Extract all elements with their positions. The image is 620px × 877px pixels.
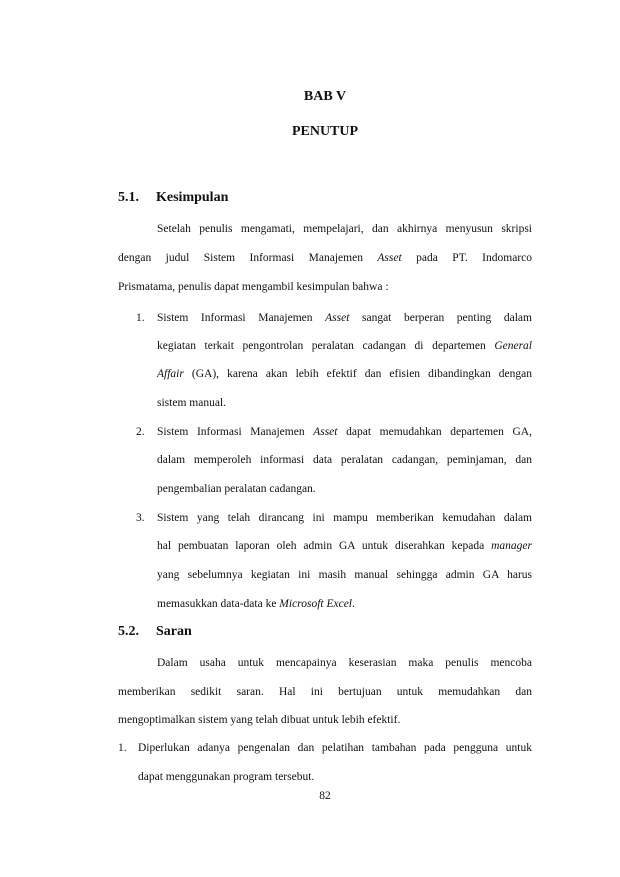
paragraph-line [118, 251, 532, 265]
list-item-line: sistem manual. [157, 397, 226, 409]
section-title: Saran [156, 624, 192, 639]
chapter-label: BAB V [303, 89, 347, 104]
section-number: 5.2. [118, 624, 139, 639]
page-number: 82 [319, 790, 331, 802]
list-item-line: Sistem Informasi Manajemen Asset sangat berperan penting dalam [157, 312, 532, 324]
list-number: 3. [136, 512, 145, 524]
list-item-line: pengembalian peralatan cadangan. [157, 483, 316, 495]
list-number: 1. [118, 742, 127, 754]
section-heading-saran [118, 624, 192, 640]
list-item-line: dapat menggunakan program tersebut. [138, 771, 315, 783]
section-number: 5.1. [118, 190, 139, 205]
list-item-line: dalam memperoleh informasi data peralatan cadangan, peminjaman, dan [157, 454, 532, 466]
list-item-line: Affair (GA), karena akan lebih efektif dan efisien dibandingkan dengan [157, 368, 532, 380]
text-run: dengan judul Sistem Informasi Manajemen Asset pada PT. Indomarco [118, 252, 532, 264]
section-title: Kesimpulan [156, 190, 229, 205]
list-item-line: Diperlukan adanya pengenalan dan pelatihan tambahan pada pengguna untuk [138, 742, 532, 754]
list-item-line: hal pembuatan laporan oleh admin GA untuk diserahkan kepada manager [157, 540, 532, 552]
list-item-line: kegiatan terkait pengontrolan peralatan cadangan di departemen General [157, 340, 532, 352]
paragraph-line: Dalam usaha untuk mencapainya keserasian maka penulis mencoba [157, 657, 532, 669]
list-item-line: yang sebelumnya kegiatan ini masih manual sehingga admin GA harus [157, 569, 532, 581]
list-number: 1. [136, 312, 145, 324]
list-item-line: Sistem Informasi Manajemen Asset dapat memudahkan departemen GA, [157, 426, 532, 438]
list-number: 2. [136, 426, 145, 438]
list-item-line: Sistem yang telah dirancang ini mampu memberikan kemudahan dalam [157, 512, 532, 524]
list-item-line: memasukkan data-data ke Microsoft Excel. [157, 598, 355, 610]
paragraph-line: Setelah penulis mengamati, mempelajari, dan akhirnya menyusun skripsi [157, 223, 532, 235]
paragraph-line: memberikan sedikit saran. Hal ini bertujuan untuk memudahkan dan [118, 686, 532, 698]
section-heading-kesimpulan [118, 190, 228, 206]
chapter-title: PENUTUP [291, 124, 359, 139]
paragraph-line: Prismatama, penulis dapat mengambil kesimpulan bahwa : [118, 281, 389, 293]
paragraph-line: mengoptimalkan sistem yang telah dibuat untuk lebih efektif. [118, 714, 401, 726]
